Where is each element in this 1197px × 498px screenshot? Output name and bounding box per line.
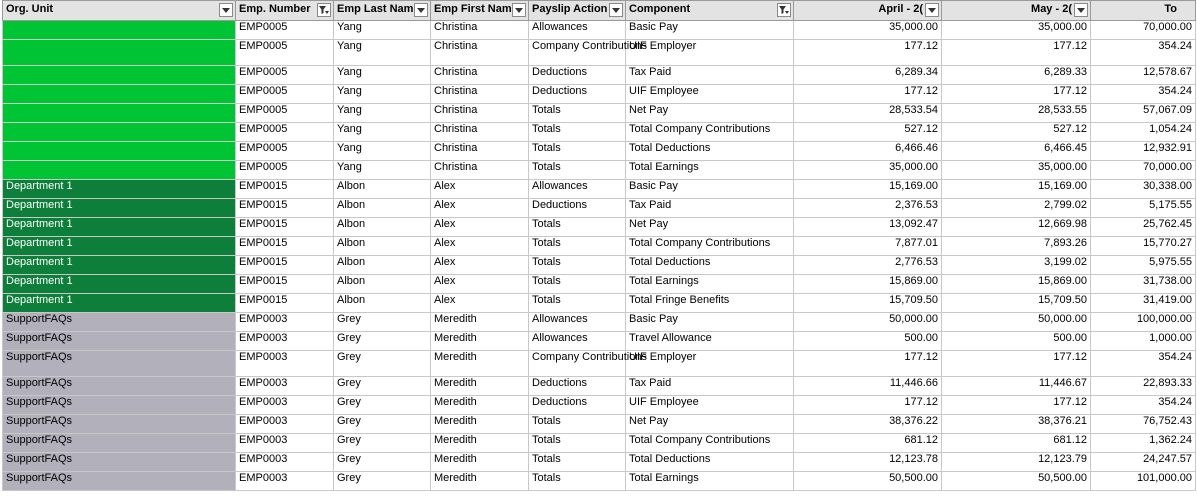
cell-emp-first-name[interactable]: Meredith [431, 313, 529, 332]
cell-april[interactable]: 11,446.66 [794, 377, 942, 396]
table-row[interactable] [3, 351, 1196, 377]
cell-april[interactable]: 7,877.01 [794, 237, 942, 256]
table-row[interactable] [3, 85, 1196, 104]
cell-payslip-action[interactable]: Totals [529, 218, 626, 237]
table-row[interactable] [3, 180, 1196, 199]
cell-component[interactable]: Total Company Contributions [626, 123, 794, 142]
cell-emp-last-name[interactable]: Grey [334, 377, 431, 396]
cell-component[interactable]: Total Earnings [626, 472, 794, 491]
column-header-label: Component [629, 3, 691, 15]
table-row[interactable] [3, 472, 1196, 491]
column-header-label: Org. Unit [6, 3, 54, 15]
table-row[interactable] [3, 434, 1196, 453]
cell-emp-first-name[interactable]: Alex [431, 275, 529, 294]
cell-emp-first-name[interactable]: Christina [431, 21, 529, 40]
cell-emp-number[interactable]: EMP0003 [236, 377, 334, 396]
cell-component[interactable]: Total Earnings [626, 275, 794, 294]
cell-emp-number[interactable]: EMP0005 [236, 142, 334, 161]
cell-may[interactable]: 15,709.50 [942, 294, 1091, 313]
cell-may[interactable]: 681.12 [942, 434, 1091, 453]
cell-total[interactable]: 354.24 [1091, 85, 1196, 104]
cell-april[interactable]: 681.12 [794, 434, 942, 453]
column-header-label: Emp. Number [239, 3, 311, 15]
cell-emp-last-name[interactable]: Grey [334, 351, 431, 377]
cell-emp-first-name[interactable]: Meredith [431, 332, 529, 351]
cell-april[interactable]: 177.12 [794, 351, 942, 377]
cell-total[interactable]: 354.24 [1091, 40, 1196, 66]
table-row[interactable] [3, 275, 1196, 294]
cell-emp-number[interactable]: EMP0015 [236, 180, 334, 199]
table-row[interactable] [3, 104, 1196, 123]
cell-april[interactable]: 177.12 [794, 396, 942, 415]
cell-component[interactable]: Basic Pay [626, 21, 794, 40]
cell-emp-number[interactable]: EMP0003 [236, 332, 334, 351]
cell-may[interactable]: 6,289.33 [942, 66, 1091, 85]
cell-may[interactable]: 35,000.00 [942, 21, 1091, 40]
cell-april[interactable]: 38,376.22 [794, 415, 942, 434]
cell-org-unit[interactable]: Department 1 [3, 275, 236, 294]
cell-total[interactable]: 5,975.55 [1091, 256, 1196, 275]
cell-payslip-action[interactable]: Totals [529, 294, 626, 313]
cell-total[interactable]: 1,000.00 [1091, 332, 1196, 351]
dropdown-arrow-icon[interactable] [609, 3, 623, 17]
table-row[interactable] [3, 218, 1196, 237]
grid-body [3, 21, 1196, 491]
cell-total[interactable]: 100,000.00 [1091, 313, 1196, 332]
cell-emp-number[interactable]: EMP0015 [236, 199, 334, 218]
column-header-april[interactable] [794, 1, 942, 21]
cell-emp-last-name[interactable]: Albon [334, 275, 431, 294]
cell-emp-first-name[interactable]: Alex [431, 256, 529, 275]
column-header-label: Payslip Action [532, 3, 608, 15]
column-header-label: May - 2( [1031, 3, 1072, 15]
cell-april[interactable]: 6,289.34 [794, 66, 942, 85]
cell-org-unit[interactable] [3, 123, 236, 142]
payslip-report-grid [2, 0, 1196, 491]
cell-emp-number[interactable]: EMP0003 [236, 434, 334, 453]
cell-may[interactable]: 15,169.00 [942, 180, 1091, 199]
cell-emp-last-name[interactable]: Albon [334, 180, 431, 199]
cell-total[interactable]: 70,000.00 [1091, 161, 1196, 180]
cell-emp-number[interactable]: EMP0015 [236, 275, 334, 294]
filter-active-icon[interactable] [317, 3, 331, 17]
dropdown-arrow-icon[interactable] [414, 3, 428, 17]
cell-emp-number[interactable]: EMP0003 [236, 351, 334, 377]
dropdown-arrow-icon[interactable] [219, 3, 233, 17]
cell-april[interactable]: 2,376.53 [794, 199, 942, 218]
cell-emp-last-name[interactable]: Grey [334, 396, 431, 415]
cell-emp-last-name[interactable]: Yang [334, 40, 431, 66]
cell-may[interactable]: 3,199.02 [942, 256, 1091, 275]
cell-emp-last-name[interactable]: Albon [334, 237, 431, 256]
cell-emp-number[interactable]: EMP0015 [236, 256, 334, 275]
cell-total[interactable]: 57,067.09 [1091, 104, 1196, 123]
cell-emp-first-name[interactable]: Christina [431, 85, 529, 104]
dropdown-arrow-icon[interactable] [1074, 3, 1088, 17]
cell-may[interactable]: 527.12 [942, 123, 1091, 142]
cell-emp-last-name[interactable]: Yang [334, 66, 431, 85]
column-header-emp-first-name[interactable] [431, 1, 529, 21]
cell-org-unit[interactable]: SupportFAQs [3, 377, 236, 396]
cell-component[interactable]: Net Pay [626, 104, 794, 123]
cell-org-unit[interactable] [3, 66, 236, 85]
cell-total[interactable]: 15,770.27 [1091, 237, 1196, 256]
cell-emp-number[interactable]: EMP0005 [236, 21, 334, 40]
cell-org-unit[interactable] [3, 104, 236, 123]
cell-emp-number[interactable]: EMP0005 [236, 66, 334, 85]
cell-payslip-action[interactable]: Deductions [529, 66, 626, 85]
cell-april[interactable]: 15,709.50 [794, 294, 942, 313]
cell-org-unit[interactable]: Department 1 [3, 199, 236, 218]
cell-emp-number[interactable]: EMP0015 [236, 237, 334, 256]
cell-emp-first-name[interactable]: Christina [431, 142, 529, 161]
cell-emp-number[interactable]: EMP0003 [236, 415, 334, 434]
cell-emp-last-name[interactable]: Grey [334, 415, 431, 434]
cell-emp-last-name[interactable]: Grey [334, 313, 431, 332]
cell-total[interactable]: 5,175.55 [1091, 199, 1196, 218]
cell-total[interactable]: 354.24 [1091, 351, 1196, 377]
cell-emp-number[interactable]: EMP0005 [236, 104, 334, 123]
cell-org-unit[interactable] [3, 21, 236, 40]
table-row[interactable] [3, 256, 1196, 275]
cell-emp-first-name[interactable]: Alex [431, 199, 529, 218]
table-row[interactable] [3, 396, 1196, 415]
table-row[interactable] [3, 313, 1196, 332]
cell-emp-first-name[interactable]: Christina [431, 66, 529, 85]
cell-emp-first-name[interactable]: Meredith [431, 472, 529, 491]
column-header-may[interactable] [942, 1, 1091, 21]
cell-may[interactable]: 15,869.00 [942, 275, 1091, 294]
cell-may[interactable]: 12,123.79 [942, 453, 1091, 472]
cell-april[interactable]: 500.00 [794, 332, 942, 351]
cell-may[interactable]: 50,000.00 [942, 313, 1091, 332]
cell-april[interactable]: 6,466.46 [794, 142, 942, 161]
cell-component[interactable]: UIF Employer [626, 40, 794, 66]
cell-total[interactable]: 30,338.00 [1091, 180, 1196, 199]
cell-payslip-action[interactable]: Totals [529, 142, 626, 161]
cell-payslip-action[interactable]: Deductions [529, 199, 626, 218]
cell-org-unit[interactable]: SupportFAQs [3, 396, 236, 415]
cell-april[interactable]: 527.12 [794, 123, 942, 142]
cell-payslip-action[interactable]: Totals [529, 434, 626, 453]
cell-emp-first-name[interactable]: Christina [431, 40, 529, 66]
cell-org-unit[interactable] [3, 40, 236, 66]
cell-may[interactable]: 6,466.45 [942, 142, 1091, 161]
cell-org-unit[interactable]: SupportFAQs [3, 453, 236, 472]
cell-component[interactable]: Total Company Contributions [626, 237, 794, 256]
cell-payslip-action[interactable]: Deductions [529, 396, 626, 415]
table-row[interactable] [3, 415, 1196, 434]
cell-org-unit[interactable] [3, 161, 236, 180]
cell-payslip-action[interactable]: Totals [529, 256, 626, 275]
cell-org-unit[interactable] [3, 85, 236, 104]
cell-org-unit[interactable]: Department 1 [3, 180, 236, 199]
cell-may[interactable]: 2,799.02 [942, 199, 1091, 218]
cell-april[interactable]: 35,000.00 [794, 21, 942, 40]
cell-may[interactable]: 50,500.00 [942, 472, 1091, 491]
table-row[interactable] [3, 294, 1196, 313]
filter-active-icon[interactable] [777, 3, 791, 17]
cell-total[interactable]: 31,738.00 [1091, 275, 1196, 294]
cell-payslip-action[interactable]: Allowances [529, 332, 626, 351]
cell-emp-last-name[interactable]: Grey [334, 472, 431, 491]
cell-emp-first-name[interactable]: Christina [431, 104, 529, 123]
cell-emp-first-name[interactable]: Meredith [431, 377, 529, 396]
column-header-label: April - 2( [878, 3, 923, 15]
column-header-row [3, 1, 1196, 21]
cell-payslip-action[interactable]: Totals [529, 104, 626, 123]
cell-may[interactable]: 7,893.26 [942, 237, 1091, 256]
cell-april[interactable]: 13,092.47 [794, 218, 942, 237]
cell-component[interactable]: Net Pay [626, 415, 794, 434]
cell-component[interactable]: Travel Allowance [626, 332, 794, 351]
column-header-emp-number[interactable] [236, 1, 334, 21]
cell-total[interactable]: 12,578.67 [1091, 66, 1196, 85]
cell-total[interactable]: 1,362.24 [1091, 434, 1196, 453]
cell-april[interactable]: 15,869.00 [794, 275, 942, 294]
table-row[interactable] [3, 21, 1196, 40]
table-row[interactable] [3, 161, 1196, 180]
cell-component[interactable]: Basic Pay [626, 313, 794, 332]
cell-emp-number[interactable]: EMP0005 [236, 40, 334, 66]
cell-total[interactable]: 25,762.45 [1091, 218, 1196, 237]
column-header-component[interactable] [626, 1, 794, 21]
cell-emp-last-name[interactable]: Yang [334, 161, 431, 180]
table-row[interactable] [3, 199, 1196, 218]
table-row[interactable] [3, 453, 1196, 472]
cell-april[interactable]: 50,000.00 [794, 313, 942, 332]
cell-emp-last-name[interactable]: Yang [334, 85, 431, 104]
cell-emp-first-name[interactable]: Meredith [431, 351, 529, 377]
cell-emp-last-name[interactable]: Yang [334, 123, 431, 142]
cell-total[interactable]: 12,932.91 [1091, 142, 1196, 161]
cell-emp-number[interactable]: EMP0003 [236, 396, 334, 415]
cell-emp-last-name[interactable]: Yang [334, 142, 431, 161]
cell-total[interactable]: 22,893.33 [1091, 377, 1196, 396]
cell-emp-last-name[interactable]: Grey [334, 453, 431, 472]
cell-org-unit[interactable]: SupportFAQs [3, 351, 236, 377]
cell-total[interactable]: 70,000.00 [1091, 21, 1196, 40]
cell-component[interactable]: Total Deductions [626, 142, 794, 161]
cell-payslip-action[interactable]: Totals [529, 161, 626, 180]
cell-component[interactable]: Net Pay [626, 218, 794, 237]
cell-emp-first-name[interactable]: Meredith [431, 453, 529, 472]
column-header-total[interactable] [1091, 1, 1196, 21]
column-header-label: Emp Last Nam [337, 3, 414, 15]
cell-payslip-action[interactable]: Deductions [529, 377, 626, 396]
column-header-label: To [1164, 3, 1177, 15]
column-header-org-unit[interactable] [3, 1, 236, 21]
cell-payslip-action[interactable]: Totals [529, 453, 626, 472]
cell-emp-first-name[interactable]: Meredith [431, 396, 529, 415]
cell-payslip-action[interactable]: Allowances [529, 180, 626, 199]
cell-may[interactable]: 35,000.00 [942, 161, 1091, 180]
column-header-label: Emp First Nam [434, 3, 512, 15]
cell-emp-last-name[interactable]: Yang [334, 21, 431, 40]
cell-may[interactable]: 177.12 [942, 40, 1091, 66]
cell-org-unit[interactable]: Department 1 [3, 218, 236, 237]
dropdown-arrow-icon[interactable] [512, 3, 526, 17]
cell-april[interactable]: 12,123.78 [794, 453, 942, 472]
cell-component[interactable]: Tax Paid [626, 199, 794, 218]
cell-emp-last-name[interactable]: Albon [334, 294, 431, 313]
cell-org-unit[interactable] [3, 142, 236, 161]
cell-emp-first-name[interactable]: Christina [431, 123, 529, 142]
cell-payslip-action[interactable]: Allowances [529, 21, 626, 40]
cell-april[interactable]: 177.12 [794, 40, 942, 66]
cell-may[interactable]: 177.12 [942, 396, 1091, 415]
cell-emp-first-name[interactable]: Alex [431, 218, 529, 237]
cell-component[interactable]: UIF Employee [626, 396, 794, 415]
cell-emp-number[interactable]: EMP0003 [236, 313, 334, 332]
cell-may[interactable]: 28,533.55 [942, 104, 1091, 123]
cell-emp-number[interactable]: EMP0003 [236, 453, 334, 472]
cell-payslip-action[interactable]: Totals [529, 275, 626, 294]
cell-component[interactable]: Total Earnings [626, 161, 794, 180]
cell-component[interactable]: Total Deductions [626, 453, 794, 472]
cell-emp-number[interactable]: EMP0005 [236, 161, 334, 180]
cell-may[interactable]: 177.12 [942, 351, 1091, 377]
table-row[interactable] [3, 332, 1196, 351]
cell-org-unit[interactable]: Department 1 [3, 294, 236, 313]
cell-emp-number[interactable]: EMP0015 [236, 218, 334, 237]
cell-april[interactable]: 50,500.00 [794, 472, 942, 491]
cell-may[interactable]: 177.12 [942, 85, 1091, 104]
table-row[interactable] [3, 66, 1196, 85]
cell-emp-number[interactable]: EMP0003 [236, 472, 334, 491]
cell-emp-first-name[interactable]: Christina [431, 161, 529, 180]
cell-component[interactable]: Tax Paid [626, 66, 794, 85]
cell-emp-number[interactable]: EMP0005 [236, 85, 334, 104]
dropdown-arrow-icon[interactable] [925, 3, 939, 17]
cell-april[interactable]: 177.12 [794, 85, 942, 104]
cell-may[interactable]: 38,376.21 [942, 415, 1091, 434]
cell-emp-first-name[interactable]: Alex [431, 294, 529, 313]
cell-org-unit[interactable]: SupportFAQs [3, 472, 236, 491]
cell-org-unit[interactable]: SupportFAQs [3, 332, 236, 351]
cell-payslip-action[interactable]: Totals [529, 415, 626, 434]
table-row[interactable] [3, 142, 1196, 161]
cell-component[interactable]: Tax Paid [626, 377, 794, 396]
cell-org-unit[interactable]: SupportFAQs [3, 415, 236, 434]
cell-emp-last-name[interactable]: Albon [334, 199, 431, 218]
cell-org-unit[interactable]: Department 1 [3, 237, 236, 256]
cell-emp-last-name[interactable]: Grey [334, 332, 431, 351]
table-row[interactable] [3, 377, 1196, 396]
cell-org-unit[interactable]: Department 1 [3, 256, 236, 275]
cell-total[interactable]: 354.24 [1091, 396, 1196, 415]
cell-emp-first-name[interactable]: Meredith [431, 415, 529, 434]
cell-emp-first-name[interactable]: Meredith [431, 434, 529, 453]
table-row[interactable] [3, 237, 1196, 256]
cell-emp-last-name[interactable]: Albon [334, 256, 431, 275]
cell-payslip-action[interactable]: Totals [529, 237, 626, 256]
cell-emp-first-name[interactable]: Alex [431, 180, 529, 199]
cell-april[interactable]: 2,776.53 [794, 256, 942, 275]
cell-payslip-action[interactable]: Totals [529, 123, 626, 142]
cell-payslip-action[interactable]: Company Contributions [529, 351, 626, 377]
cell-total[interactable]: 31,419.00 [1091, 294, 1196, 313]
cell-payslip-action[interactable]: Deductions [529, 85, 626, 104]
cell-payslip-action[interactable]: Allowances [529, 313, 626, 332]
cell-emp-number[interactable]: EMP0005 [236, 123, 334, 142]
cell-component[interactable]: Total Fringe Benefits [626, 294, 794, 313]
cell-emp-last-name[interactable]: Yang [334, 104, 431, 123]
cell-org-unit[interactable]: SupportFAQs [3, 313, 236, 332]
cell-emp-last-name[interactable]: Albon [334, 218, 431, 237]
cell-may[interactable]: 500.00 [942, 332, 1091, 351]
cell-component[interactable]: UIF Employee [626, 85, 794, 104]
table-row[interactable] [3, 40, 1196, 66]
cell-component[interactable]: UIF Employer [626, 351, 794, 377]
cell-org-unit[interactable]: SupportFAQs [3, 434, 236, 453]
column-header-payslip-action[interactable] [529, 1, 626, 21]
cell-total[interactable]: 24,247.57 [1091, 453, 1196, 472]
cell-april[interactable]: 28,533.54 [794, 104, 942, 123]
cell-may[interactable]: 12,669.98 [942, 218, 1091, 237]
cell-total[interactable]: 1,054.24 [1091, 123, 1196, 142]
cell-emp-first-name[interactable]: Alex [431, 237, 529, 256]
cell-total[interactable]: 76,752.43 [1091, 415, 1196, 434]
cell-payslip-action[interactable]: Company Contributions [529, 40, 626, 66]
cell-april[interactable]: 15,169.00 [794, 180, 942, 199]
cell-component[interactable]: Total Deductions [626, 256, 794, 275]
cell-payslip-action[interactable]: Totals [529, 472, 626, 491]
column-header-emp-last-name[interactable] [334, 1, 431, 21]
cell-total[interactable]: 101,000.00 [1091, 472, 1196, 491]
cell-april[interactable]: 35,000.00 [794, 161, 942, 180]
cell-may[interactable]: 11,446.67 [942, 377, 1091, 396]
cell-emp-number[interactable]: EMP0015 [236, 294, 334, 313]
table-row[interactable] [3, 123, 1196, 142]
cell-component[interactable]: Total Company Contributions [626, 434, 794, 453]
cell-component[interactable]: Basic Pay [626, 180, 794, 199]
cell-emp-last-name[interactable]: Grey [334, 434, 431, 453]
